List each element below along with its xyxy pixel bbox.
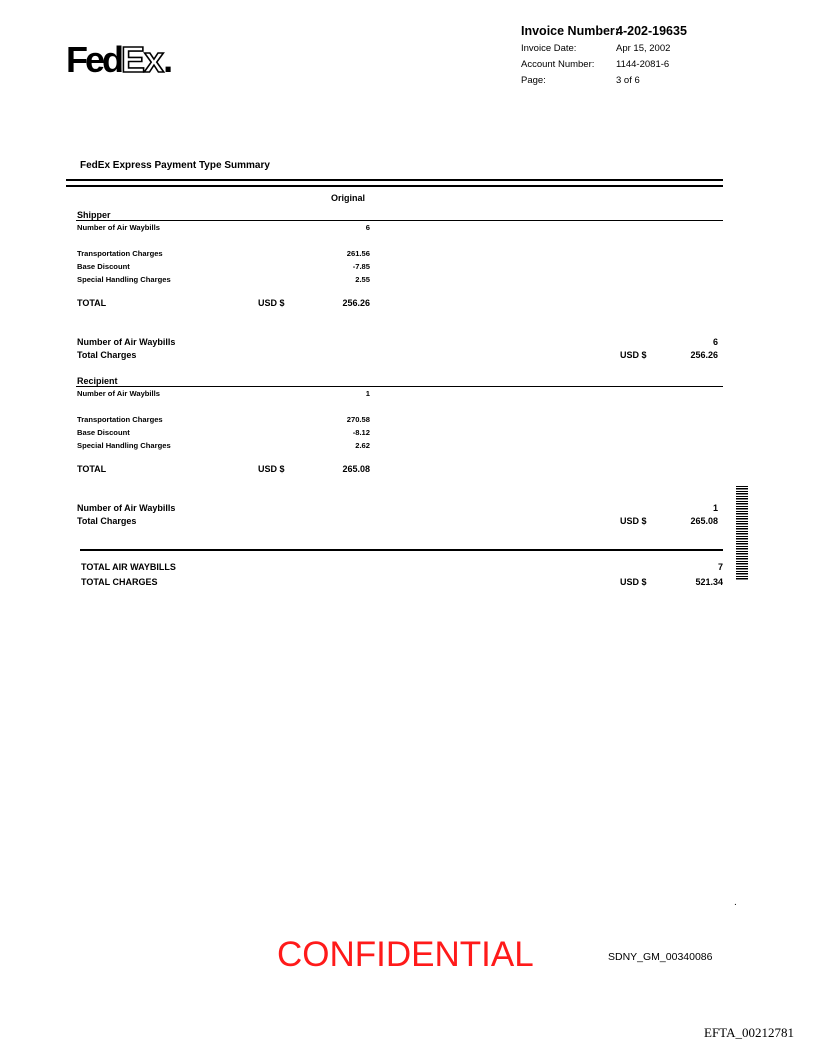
divider bbox=[66, 179, 723, 181]
summary-title: FedEx Express Payment Type Summary bbox=[80, 160, 270, 171]
efta-number: EFTA_00212781 bbox=[704, 1025, 794, 1040]
total-label: TOTAL bbox=[77, 298, 107, 308]
subtotal-charges-value: 265.08 bbox=[690, 516, 718, 526]
total-value: 256.26 bbox=[342, 298, 370, 308]
handling-value: 2.55 bbox=[355, 275, 370, 284]
handling-label: Special Handling Charges bbox=[77, 441, 171, 450]
discount-label: Base Discount bbox=[77, 262, 130, 271]
subtotal-waybills-value: 6 bbox=[712, 337, 718, 347]
subtotal-waybills-label: Number of Air Waybills bbox=[77, 337, 176, 347]
total-label: TOTAL bbox=[77, 464, 107, 474]
page-number: Page: 3 of 6 bbox=[521, 75, 640, 86]
subtotal-charges-label: Total Charges bbox=[77, 516, 137, 526]
transportation-value: 270.58 bbox=[346, 415, 370, 424]
invoice-date: Invoice Date: Apr 15, 2002 bbox=[521, 43, 671, 54]
subtotal-waybills-value: 1 bbox=[712, 503, 718, 513]
fedex-logo: FedEx. bbox=[66, 39, 174, 80]
bates-number: SDNY_GM_00340086 bbox=[608, 951, 713, 963]
grand-waybills-value: 7 bbox=[717, 562, 723, 572]
transportation-value: 261.56 bbox=[346, 249, 370, 258]
stray-mark: . bbox=[734, 897, 737, 908]
section-name: Recipient bbox=[77, 376, 118, 386]
grand-charges-label: TOTAL CHARGES bbox=[81, 577, 158, 587]
section-name: Shipper bbox=[77, 210, 111, 220]
transportation-label: Transportation Charges bbox=[77, 415, 163, 424]
discount-label: Base Discount bbox=[77, 428, 130, 437]
divider bbox=[76, 220, 723, 221]
divider bbox=[76, 386, 723, 387]
currency: USD $ bbox=[258, 298, 285, 308]
grand-currency: USD $ bbox=[620, 577, 647, 587]
subtotal-waybills-label: Number of Air Waybills bbox=[77, 503, 176, 513]
discount-value: -8.12 bbox=[352, 428, 370, 437]
transportation-label: Transportation Charges bbox=[77, 249, 163, 258]
waybills-label: Number of Air Waybills bbox=[77, 389, 160, 398]
column-header-original: Original bbox=[331, 193, 366, 203]
divider bbox=[80, 549, 723, 551]
subtotal-charges-value: 256.26 bbox=[690, 350, 718, 360]
discount-value: -7.85 bbox=[352, 262, 370, 271]
waybills-label: Number of Air Waybills bbox=[77, 223, 160, 232]
waybills-value: 1 bbox=[365, 389, 370, 398]
subtotal-currency: USD $ bbox=[620, 350, 647, 360]
waybills-value: 6 bbox=[365, 223, 370, 232]
currency: USD $ bbox=[258, 464, 285, 474]
subtotal-currency: USD $ bbox=[620, 516, 647, 526]
divider bbox=[66, 185, 723, 187]
handling-label: Special Handling Charges bbox=[77, 275, 171, 284]
grand-charges-value: 521.34 bbox=[695, 577, 723, 587]
grand-waybills-label: TOTAL AIR WAYBILLS bbox=[81, 562, 176, 572]
barcode bbox=[736, 486, 748, 581]
subtotal-charges-label: Total Charges bbox=[77, 350, 137, 360]
invoice-number: Invoice Number: 4-202-19635 bbox=[521, 24, 687, 38]
account-number: Account Number: 1144-2081-6 bbox=[521, 59, 670, 70]
confidential-stamp: CONFIDENTIAL bbox=[277, 935, 534, 974]
total-value: 265.08 bbox=[342, 464, 370, 474]
handling-value: 2.62 bbox=[355, 441, 370, 450]
